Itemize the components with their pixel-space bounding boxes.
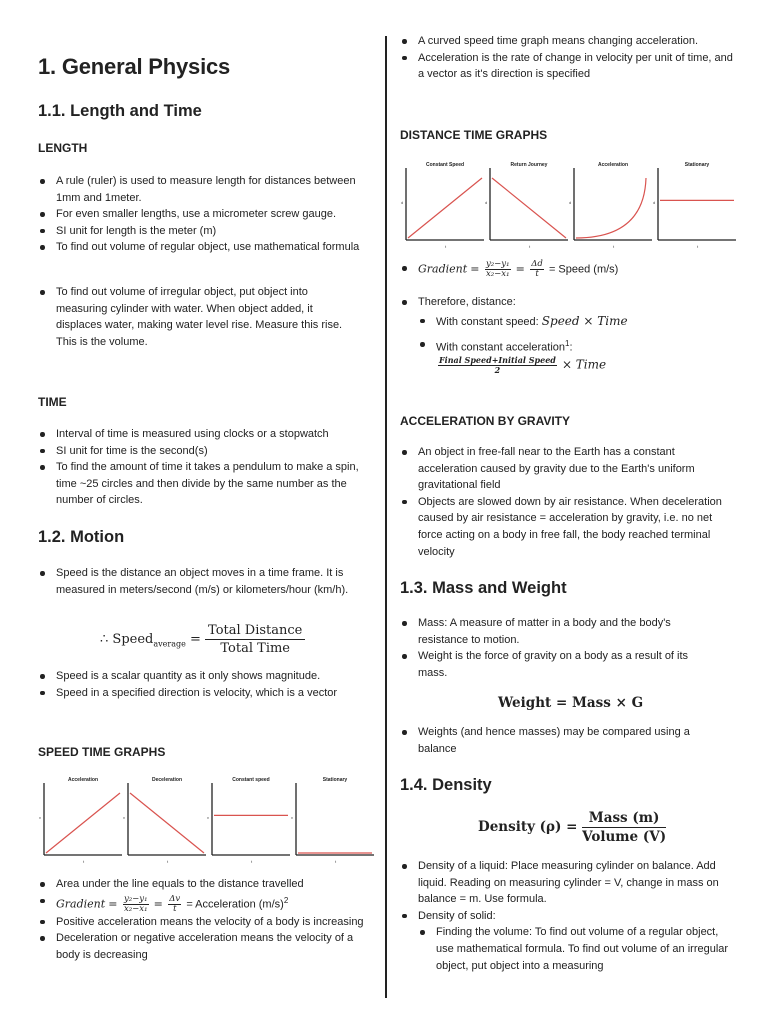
distance-time-graphs-heading: DISTANCE TIME GRAPHS: [400, 128, 548, 142]
motion-list: [38, 565, 368, 598]
therefore-symbol: ∴: [100, 632, 109, 647]
speed-time-graphs-heading: SPEED TIME GRAPHS: [38, 745, 166, 759]
mass-weight-item: Weight is the force of gravity on a body as a result of its mass.: [400, 648, 720, 681]
time-item: Interval of time is measured using clocks or a stopwatch: [38, 426, 374, 443]
speed-equals: =: [189, 632, 201, 647]
speed-time-graphs: [38, 773, 374, 865]
length-item: For even smaller lengths, use a micrometer screw gauge.: [38, 206, 374, 223]
speed-time-x-label: t: [335, 859, 337, 864]
speed-time-y-label: v: [207, 815, 209, 820]
constant-acceleration-item: With constant acceleration$^1$: $\frac{\text{Final Speed+Initial Speed}}{2}$ × Time: [400, 336, 736, 375]
density-numerator: Mass (m): [582, 810, 666, 828]
gradient-acceleration-item: Gradient = $\frac{\text{y₂−y₁}}{\text{x₂−x₁}}$ = $\frac{\Delta v}{t}$ = Acceleration $(m/s)^2$: [38, 893, 374, 914]
acceleration-item: A curved speed time graph means changing acceleration.: [400, 33, 736, 50]
time-heading: TIME: [38, 395, 67, 409]
density-denominator: Volume (V): [582, 829, 667, 845]
distance-time-graph-curve: [576, 178, 646, 238]
distance-time-graph-title: Return Journey: [510, 162, 548, 168]
distance-time-graphs: [400, 158, 740, 250]
motion-list-2: [38, 668, 374, 701]
mass-weight-item: Mass: A measure of matter in a body and the body's resistance to motion.: [400, 615, 720, 648]
speed-equation: [100, 623, 305, 656]
length-heading: LENGTH: [38, 141, 88, 155]
distance-time-y-label: d: [653, 200, 656, 205]
gravity-item: Objects are slowed down by air resistance. When deceleration caused by air resistance = acceleration by gravity, i.e. no net force acting on a body in free fall, the body reached terminal velocity: [400, 494, 736, 560]
speed-time-x-label: t: [167, 859, 169, 864]
speed-denominator: Total Time: [220, 641, 290, 656]
section-heading-mass-weight: 1.3. Mass and Weight: [400, 579, 567, 597]
constant-acceleration-num: Final Speed+Initial Speed: [439, 355, 556, 366]
constant-speed-expr: Speed × Time: [541, 313, 628, 328]
speed-time-graph-line: [130, 793, 204, 853]
distance-time-y-label: d: [485, 200, 488, 205]
gradient-sup: 2: [283, 895, 289, 905]
distance-list: [400, 294, 736, 375]
density-list: [400, 858, 730, 974]
acceleration-list: [400, 33, 736, 83]
speed-time-x-label: t: [251, 859, 253, 864]
section-heading-motion: 1.2. Motion: [38, 528, 125, 546]
length-list-irregular: [38, 284, 358, 350]
distance-time-graph-title: Constant Speed: [425, 162, 465, 168]
speed-subscript: average: [153, 639, 186, 649]
dtg-gradient-label: Gradient: [418, 262, 468, 276]
length-item: SI unit for length is the meter (m): [38, 223, 374, 240]
column-divider: [385, 36, 387, 998]
dtg-gradient-den: x₂−x₁: [485, 269, 510, 279]
distance-time-graph-title: Acceleration: [597, 162, 629, 168]
length-item: A rule (ruler) is used to measure length for distances between 1mm and 1meter.: [38, 173, 374, 206]
speed-time-x-label: t: [83, 859, 85, 864]
density-item: Density of a liquid: Place measuring cylinder on balance. Add liquid. Reading on measuring cylinder = V, change in mass on balance = m. Use formula.: [400, 858, 730, 908]
dtg-gradient-num: y₂−y₁: [485, 259, 510, 269]
acceleration-item: Acceleration is the rate of change in velocity per unit of time, and a vector as it's direction is specified: [400, 50, 736, 83]
speed-numerator: Total Distance: [205, 623, 305, 640]
time-list: [38, 426, 374, 509]
distance-time-graph-title: Stationary: [684, 162, 710, 168]
speed-time-y-label: v: [123, 815, 125, 820]
speed-time-list: [38, 876, 374, 964]
gradient-num2: Δv: [169, 893, 181, 904]
speed-time-item: Area under the line equals to the distance travelled: [38, 876, 374, 893]
speed-time-y-label: v: [291, 815, 293, 820]
gradient-num: y₂−y₁: [123, 893, 148, 904]
mass-weight-list: [400, 615, 720, 681]
motion-item: Speed in a specified direction is velocity, which is a vector: [38, 685, 374, 702]
distance-time-graph-line: [408, 178, 482, 238]
speed-time-graph-line: [46, 793, 120, 853]
distance-time-y-label: d: [401, 200, 404, 205]
speed-time-item: Deceleration or negative acceleration means the velocity of a body is decreasing: [38, 930, 374, 963]
speed-time-graph-title: Deceleration: [151, 777, 183, 783]
distance-gradient-list: [400, 260, 736, 279]
distance-gradient-item: Gradient = $\frac{\text{y₂−y₁}}{\text{x₂−x₁}}$ = $\frac{\Delta d}{t}$ = Speed (m/s): [400, 260, 736, 279]
dtg-gradient-den2: t: [535, 269, 539, 279]
motion-item: Speed is the distance an object moves in a time frame. It is measured in meters/second (m/s) or kilometers/hour (km/h).: [38, 565, 368, 598]
density-lhs: Density (ρ) =: [478, 819, 578, 835]
speed-time-graph-title: Stationary: [322, 777, 348, 783]
gradient-den: x₂−x₁: [123, 903, 148, 914]
constant-acceleration-rest: × Time: [561, 357, 607, 372]
distance-time-y-label: d: [569, 200, 572, 205]
distance-time-x-label: t: [613, 244, 615, 249]
mass-weight-list-2: [400, 724, 720, 757]
distance-item: Therefore, distance:: [400, 294, 736, 311]
speed-time-graph-title: Constant speed: [232, 777, 270, 783]
constant-speed-label: With constant speed:: [436, 315, 539, 328]
length-item: To find out volume of irregular object, put object into measuring cylinder with water. When object added, it displaces water, making water level rise. Measure this rise. This is the volume.: [38, 284, 358, 350]
speed-time-graph-title: Acceleration: [67, 777, 99, 783]
distance-time-graph-line: [492, 178, 566, 238]
page-title: 1. General Physics: [38, 54, 231, 79]
gravity-item: An object in free-fall near to the Earth has a constant acceleration caused by gravity due to the Earth's uniform gravitational field: [400, 444, 736, 494]
section-heading-length-time: 1.1. Length and Time: [38, 102, 202, 120]
dtg-gradient-num2: Δd: [531, 259, 543, 269]
constant-acceleration-den: 2: [494, 365, 501, 376]
gradient-label: Gradient: [56, 897, 106, 911]
motion-item: Speed is a scalar quantity as it only shows magnitude.: [38, 668, 374, 685]
constant-acceleration-sup: 1: [565, 339, 570, 349]
time-item: SI unit for time is the second(s): [38, 443, 374, 460]
density-item: Density of solid:: [400, 908, 730, 925]
acceleration-by-gravity-heading: ACCELERATION BY GRAVITY: [400, 414, 571, 428]
density-sub-item: Finding the volume: To find out volume of a regular object, use mathematical formula. To find out volume of an irregular object, put object into a measuring: [400, 924, 730, 974]
dtg-gradient-text: = Speed (m/s): [548, 263, 619, 276]
speed-time-item: Positive acceleration means the velocity of a body is increasing: [38, 914, 374, 931]
gravity-list: [400, 444, 736, 560]
section-heading-density: 1.4. Density: [400, 776, 492, 794]
constant-acceleration-label: With constant acceleration: [436, 341, 566, 354]
gradient-text: = Acceleration (m/s): [186, 898, 284, 911]
length-list: [38, 173, 374, 256]
gradient-den2: t: [173, 903, 177, 914]
density-equation: [478, 810, 666, 845]
weight-equation: Weight = Mass × G: [498, 695, 644, 711]
time-item: To find the amount of time it takes a pendulum to make a spin, time ~25 circles and then divide by the same number as the number of circles.: [38, 459, 374, 509]
speed-time-y-label: v: [39, 815, 41, 820]
length-item: To find out volume of regular object, use mathematical formula: [38, 239, 374, 256]
distance-time-x-label: t: [529, 244, 531, 249]
distance-time-x-label: t: [445, 244, 447, 249]
distance-time-x-label: t: [697, 244, 699, 249]
speed-lhs: Speed: [112, 632, 154, 647]
mass-weight-item: Weights (and hence masses) may be compared using a balance: [400, 724, 720, 757]
constant-speed-item: [400, 313, 736, 331]
